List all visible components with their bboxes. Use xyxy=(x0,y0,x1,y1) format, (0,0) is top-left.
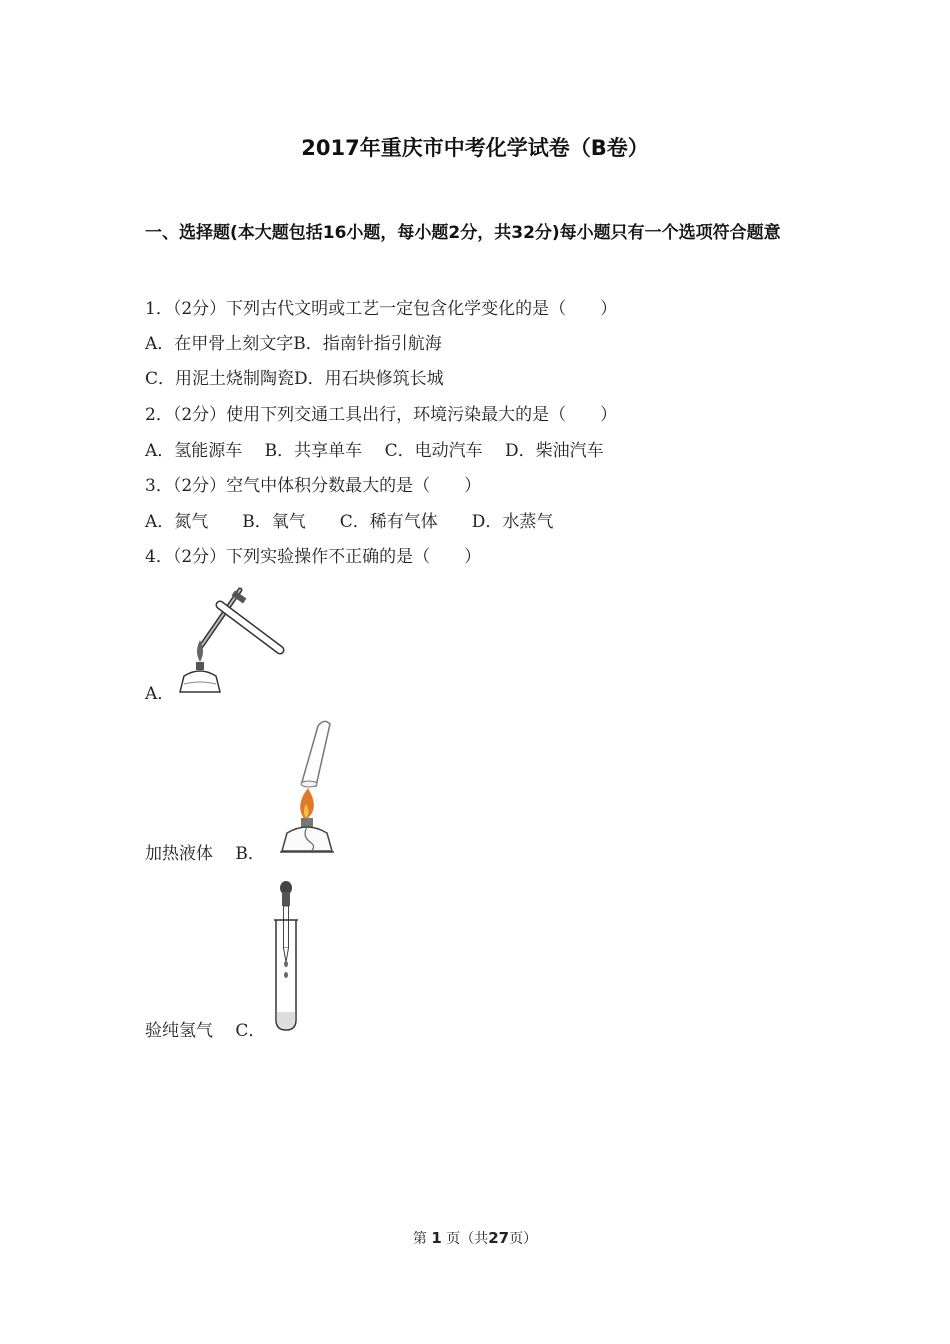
question-2-stem: 2．（2分）使用下列交通工具出行，环境污染最大的是（ ） xyxy=(145,405,618,425)
question-4-option-a-label: A． xyxy=(145,684,175,704)
heating-liquid-figure xyxy=(170,580,290,695)
footer-page-number: 1 xyxy=(431,1229,442,1247)
footer-middle: 页（共 xyxy=(446,1231,489,1247)
footer-prefix: 第 xyxy=(412,1231,427,1247)
page-footer xyxy=(0,1228,950,1248)
question-3-options: A．氮气 B．氧气 C．稀有气体 D．水蒸气 xyxy=(145,512,554,532)
option-b-label: B． xyxy=(235,844,265,864)
footer-total-pages: 27 xyxy=(488,1229,510,1247)
hydrogen-purity-figure xyxy=(272,716,347,856)
question-4-option-b-caption-c-label xyxy=(145,1016,265,1041)
question-1-stem: 1．（2分）下列古代文明或工艺一定包含化学变化的是（ ） xyxy=(145,299,618,319)
page-title: 2017年重庆市中考化学试卷（B卷） xyxy=(301,136,649,160)
question-2-options: A．氢能源车 B．共享单车 C．电动汽车 D．柴油汽车 xyxy=(145,441,604,461)
question-1-options-cd: C．用泥土烧制陶瓷D．用石块修筑长城 xyxy=(145,369,444,389)
question-4-option-a-caption-b-label xyxy=(145,839,265,864)
question-4-stem: 4．（2分）下列实验操作不正确的是（ ） xyxy=(145,547,482,567)
footer-suffix: 页） xyxy=(509,1231,538,1247)
section-heading: 一、选择题(本大题包括16小题，每小题2分，共32分)每小题只有一个选项符合题意 xyxy=(145,223,781,243)
question-3-stem: 3．（2分）空气中体积分数最大的是（ ） xyxy=(145,476,482,496)
option-b-caption: 验纯氢气 xyxy=(145,1021,213,1041)
dropper-in-tube-figure xyxy=(270,880,310,1035)
option-a-caption: 加热液体 xyxy=(145,844,213,864)
question-1-options-ab: A．在甲骨上刻文字B．指南针指引航海 xyxy=(145,334,442,354)
option-c-label: C． xyxy=(235,1021,266,1041)
